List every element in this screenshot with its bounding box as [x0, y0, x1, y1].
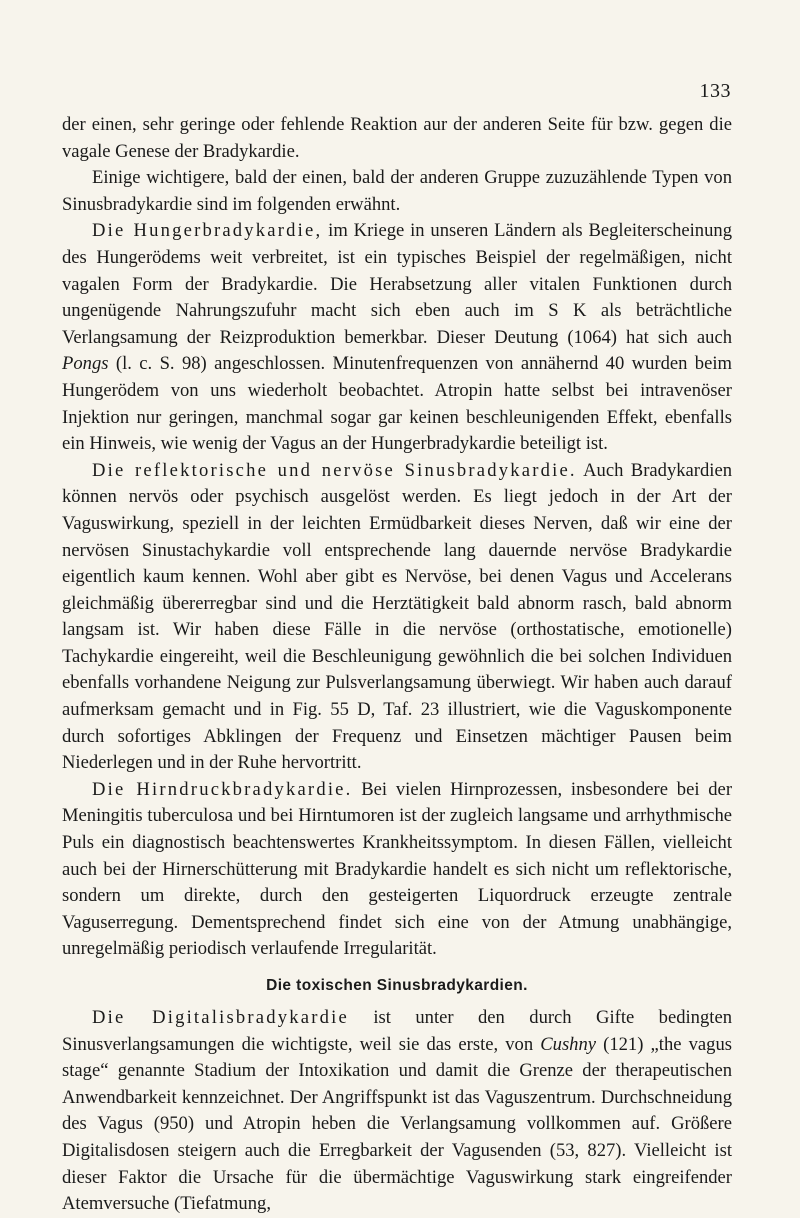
- author-name: Pongs: [62, 353, 109, 375]
- text-run: der einen, sehr geringe oder fehlende Reaktion aur der anderen Seite für bzw. gegen die vagale Genese der Bradykardie.: [62, 114, 732, 162]
- text-run: (l. c. S. 98) angeschlossen. Minutenfrequenzen von annähernd 40 wurden beim Hungerödem von uns wiederholt beobachtet. Atropin hatte selbst bei intravenöser Injektion nur geringen, manchmal sogar gar keinen beschleunigenden Effekt, ebenfalls ein Hinweis, wie wenig der Vagus an der Hungerbradykardie beteiligt ist.: [62, 353, 732, 455]
- author-name: Cushny: [540, 1033, 597, 1055]
- paragraph-reflektorische-bradykardie: [62, 458, 732, 777]
- section-heading: Die toxischen Sinusbradykardien.: [266, 977, 528, 994]
- text-run: (121) „the vagus stage“ genannte Stadium der Intoxikation und damit die Grenze der therapeutischen Anwendbarkeit kennzeichnet. Der Angriffspunkt ist das Vaguszentrum. Durchschneidung des Vagus (950) und Atropin heben die Verlangsamung vollkommen auf. Größere Digitalisdosen steigern auch die Erregbarkeit der Vagusenden (53, 827). Vielleicht ist dieser Faktor die Ursache für die übermächtige Vaguswirkung stark eingreifender Atemversuche (Tiefatmung,: [62, 1033, 732, 1215]
- body-text: [62, 112, 732, 1218]
- paragraph-bradykardie-genese: [62, 112, 732, 165]
- paragraph-hungerbradykardie: [62, 218, 732, 457]
- paragraph-typen-intro: [62, 165, 732, 218]
- paragraph-hirndruckbradykardie: [62, 777, 732, 963]
- spaced-term: Die Digitalisbradykardie: [92, 1007, 349, 1028]
- text-run: Bei vielen Hirnprozessen, insbesondere bei der Meningitis tuberculosa und bei Hirntumoren ist der zugleich langsame und arrhythmische Puls ein diagnostisch beachtenswertes Krankheitssymptom. In diesen Fällen, vielleicht auch bei der Hirnerschütterung mit Bradykardie handelt es sich nicht um reflektorische, sondern um direkte, durch den gesteigerten Liquordruck erzeugte zentrale Vaguserregung. Dementsprechend findet sich eine von der Atmung unabhängige, unregelmäßig periodisch verlaufende Irregularität.: [62, 778, 733, 960]
- page-number: 133: [699, 80, 731, 102]
- paragraph-digitalisbradykardie: [62, 1005, 732, 1218]
- spaced-term: Die Hirndruckbradykardie.: [92, 778, 353, 800]
- spaced-term: Die reflektorische und nervöse Sinusbradykardie.: [92, 459, 577, 481]
- text-run: ist unter den durch Gifte bedingten Sinusverlangsamungen die wichtigste, weil sie das erste, von: [62, 1007, 732, 1055]
- text-run: im Kriege in unseren Ländern als Begleiterscheinung des Hungerödems weit verbreitet, ist ein typisches Beispiel der regelmäßigen, nicht vagalen Form der Bradykardie. Die Herabsetzung aller vitalen Funktionen durch ungenügende Nahrungszufuhr macht sich eben auch im S K als beträchtliche Verlangsamung der Reizproduktion bemerkbar. Dieser Deutung (1064) hat sich auch: [62, 220, 732, 348]
- spaced-term: Die Hungerbradykardie,: [92, 220, 323, 242]
- text-run: Auch Bradykardien können nervös oder psychisch ausgelöst werden. Es liegt jedoch in der Art der Vaguswirkung, speziell in der leichten Ermüdbarkeit dieses Nerven, daß wir eine der nervösen Sinustachykardie voll entsprechende lang dauernde nervöse Bradykardie eigentlich kaum kennen. Wohl aber gibt es Nervöse, bei denen Vagus und Accelerans gleichmäßig übererregbar sind und die Herztätigkeit bald abnorm rasch, bald abnorm langsam ist. Wir haben diese Fälle in die nervöse (orthostatische, emotionelle) Tachykardie eingereiht, weil die Beschleunigung gewöhnlich die bei solchen Individuen ebenfalls vorhandene Neigung zur Pulsverlangsamung überwiegt. Wir haben auch darauf aufmerksam gemacht und in Fig. 55 D, Taf. 23 illustriert, wie die Vaguskomponente durch sofortiges Abklingen der Frequenz und Einsetzen mächtiger Pausen beim Niederlegen und in der Ruhe hervortritt.: [62, 459, 732, 774]
- text-run: Einige wichtigere, bald der einen, bald der anderen Gruppe zuzuzählende Typen von Sinusbradykardie sind im folgenden erwähnt.: [62, 167, 732, 215]
